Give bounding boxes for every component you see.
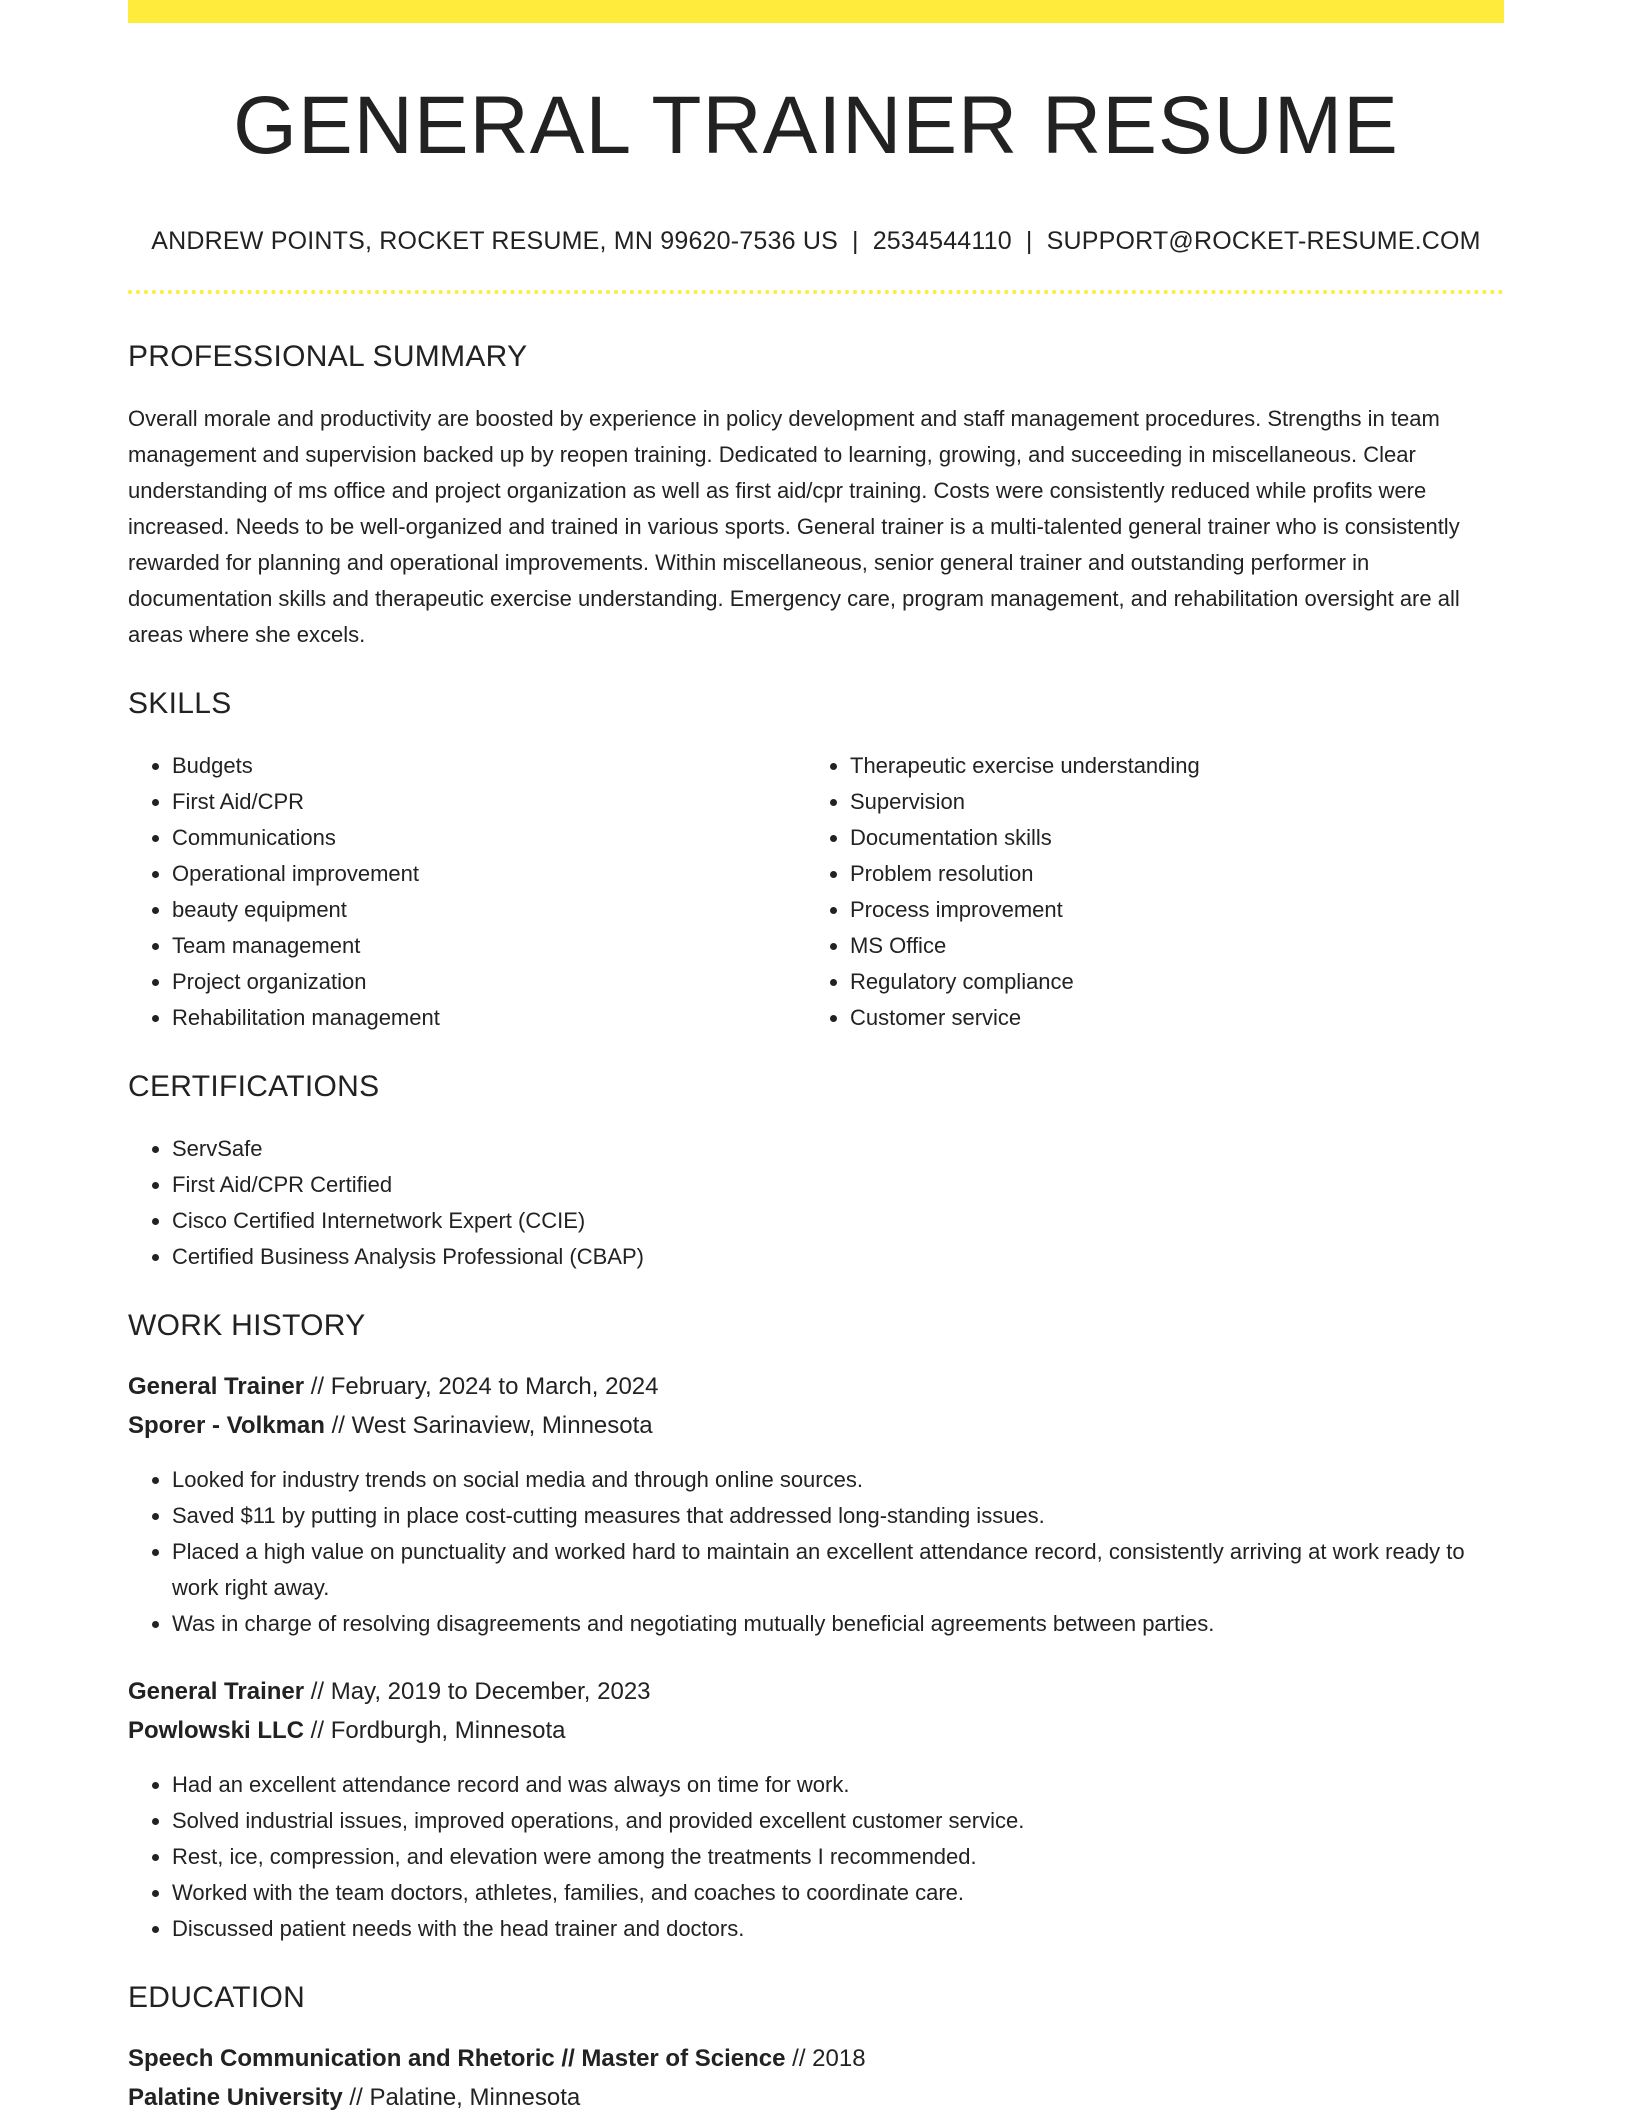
job-location: // West Sarinaview, Minnesota — [324, 1412, 653, 1439]
work-history-heading: WORK HISTORY — [128, 1309, 366, 1342]
skill-item: • Project organization — [172, 964, 806, 1000]
skill-item: • Team management — [172, 928, 806, 964]
job-bullet: • Was in charge of resolving disagreements and negotiating mutually beneficial agreements between parties. — [172, 1606, 1504, 1642]
skill-item: • Budgets — [172, 748, 806, 784]
dotted-divider — [128, 290, 1504, 294]
skills-list-left — [128, 748, 806, 1036]
certification-item: • Cisco Certified Internetwork Expert (CCIE) — [172, 1203, 1504, 1239]
accent-top-bar — [128, 0, 1504, 23]
education-entry — [128, 2039, 1504, 2117]
certification-item: • Certified Business Analysis Professional (CBAP) — [172, 1239, 1504, 1275]
job-bullet: • Looked for industry trends on social media and through online sources. — [172, 1462, 1504, 1498]
skill-item: • First Aid/CPR — [172, 784, 806, 820]
job-entry — [128, 1672, 1504, 1947]
job-company: Sporer - Volkman — [128, 1412, 325, 1439]
education-degree-line — [128, 2039, 1504, 2078]
job-company-line — [128, 1711, 1504, 1750]
contact-separator: | — [1025, 227, 1033, 255]
job-location: // Fordburgh, Minnesota — [304, 1717, 566, 1744]
skill-item: • MS Office — [850, 928, 1484, 964]
skill-item: • Rehabilitation management — [172, 1000, 806, 1036]
job-bullets — [128, 1462, 1504, 1642]
job-bullet: • Placed a high value on punctuality and worked hard to maintain an excellent attendance record, consistently arriving at work ready to work right away. — [172, 1534, 1504, 1606]
skill-item: • Regulatory compliance — [850, 964, 1484, 1000]
skills-heading: SKILLS — [128, 687, 232, 720]
job-title-line — [128, 1367, 1504, 1406]
job-bullet: • Had an excellent attendance record and was always on time for work. — [172, 1767, 1504, 1803]
skill-item: • Documentation skills — [850, 820, 1484, 856]
job-title: General Trainer — [128, 1678, 305, 1705]
job-bullet: • Worked with the team doctors, athletes, families, and coaches to coordinate care. — [172, 1875, 1504, 1911]
certification-item: • First Aid/CPR Certified — [172, 1167, 1504, 1203]
job-title-line — [128, 1672, 1504, 1711]
contact-address: ANDREW POINTS, ROCKET RESUME, MN 99620-7536 US — [151, 227, 838, 255]
education-school-line — [128, 2078, 1504, 2117]
resume-title: GENERAL TRAINER RESUME — [233, 80, 1399, 171]
job-bullet: • Saved $11 by putting in place cost-cutting measures that addressed long-standing issues. — [172, 1498, 1504, 1534]
job-title: General Trainer — [128, 1373, 305, 1400]
skill-item: • beauty equipment — [172, 892, 806, 928]
skill-item: • Customer service — [850, 1000, 1484, 1036]
job-dates: // May, 2019 to December, 2023 — [304, 1678, 651, 1705]
skill-item: • Communications — [172, 820, 806, 856]
education-year: // 2018 — [785, 2045, 866, 2072]
job-bullet: • Rest, ice, compression, and elevation were among the treatments I recommended. — [172, 1839, 1504, 1875]
certifications-list — [128, 1131, 1504, 1275]
summary-text: Overall morale and productivity are boosted by experience in policy development and staff management procedures. Strengths in team management and supervision backed up by reopen training. Dedicated to learning, growing, and succeeding in miscellaneous. Clear understanding of ms office and project organization as well as first aid/cpr training. Costs were consistently reduced while profits were increased. Needs to be well-organized and trained in various sports. General trainer is a multi-talented general trainer who is consistently rewarded for planning and operational improvements. Within miscellaneous, senior general trainer and outstanding performer in documentation skills and therapeutic exercise understanding. Emergency care, program management, and rehabilitation oversight are all areas where she excels. — [128, 406, 1460, 647]
certification-item: • ServSafe — [172, 1131, 1504, 1167]
job-bullets — [128, 1767, 1504, 1947]
education-location: // Palatine, Minnesota — [342, 2084, 581, 2111]
summary-heading: PROFESSIONAL SUMMARY — [128, 340, 528, 373]
education-degree: Speech Communication and Rhetoric // Master of Science — [128, 2045, 786, 2072]
education-heading: EDUCATION — [128, 1981, 306, 2014]
certifications-heading: CERTIFICATIONS — [128, 1070, 380, 1103]
contact-phone: 2534544110 — [872, 227, 1012, 255]
job-dates: // February, 2024 to March, 2024 — [304, 1373, 659, 1400]
job-bullet: • Discussed patient needs with the head trainer and doctors. — [172, 1911, 1504, 1947]
resume-page — [128, 0, 1504, 2117]
contact-line — [128, 229, 1504, 254]
job-company-line — [128, 1406, 1504, 1445]
contact-separator: | — [851, 227, 859, 255]
skills-list-right — [806, 748, 1484, 1036]
job-company: Powlowski LLC — [128, 1717, 305, 1744]
skill-item: • Operational improvement — [172, 856, 806, 892]
education-school: Palatine University — [128, 2084, 343, 2111]
skill-item: • Problem resolution — [850, 856, 1484, 892]
skills-columns — [128, 748, 1504, 1036]
job-bullet: • Solved industrial issues, improved operations, and provided excellent customer service. — [172, 1803, 1504, 1839]
skill-item: • Process improvement — [850, 892, 1484, 928]
skill-item: • Supervision — [850, 784, 1484, 820]
contact-email: SUPPORT@ROCKET-RESUME.COM — [1046, 227, 1481, 255]
skill-item: • Therapeutic exercise understanding — [850, 748, 1484, 784]
job-entry — [128, 1367, 1504, 1642]
